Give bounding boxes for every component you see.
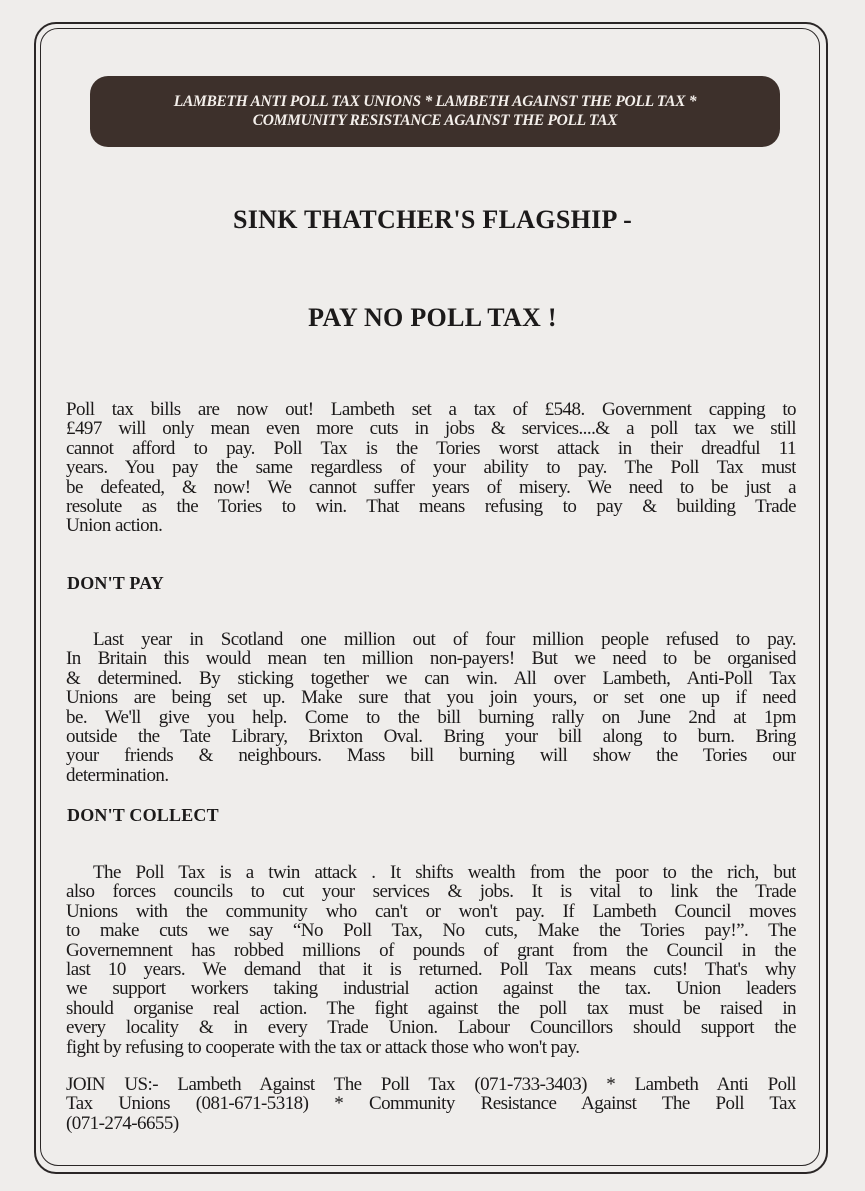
text-line: & determined. By sticking together we can win. All over Lambeth, Anti-Poll Tax <box>66 668 796 689</box>
text-line: £497 will only mean even more cuts in jobs & services....& a poll tax we still <box>66 419 796 439</box>
headline: SINK THATCHER'S FLAGSHIP - <box>232 205 633 234</box>
text-line: The Poll Tax is a twin attack . It shifts wealth from the poor to the rich, but <box>93 863 796 883</box>
intro-paragraph <box>66 400 796 536</box>
text-line: Unions with the community who can't or won't pay. If Lambeth Council moves <box>66 901 796 922</box>
text-line: outside the Tate Library, Brixton Oval. Bring your bill along to burn. Bring <box>66 727 796 747</box>
organisations-banner <box>90 76 780 147</box>
banner-line-2: COMMUNITY RESISTANCE AGAINST THE POLL TAX <box>252 112 618 129</box>
text-line: years. You pay the same regardless of your ability to pay. The Poll Tax must <box>66 458 796 478</box>
text-line: cannot afford to pay. Poll Tax is the Tories worst attack in their dreadful 11 <box>66 438 796 459</box>
text-line: every locality & in every Trade Union. Labour Councillors should support the <box>66 1018 796 1038</box>
text-line: Governemnent has robbed millions of pounds of grant from the Council in the <box>66 940 796 961</box>
dont-pay-paragraph <box>66 630 796 785</box>
text-line: also forces councils to cut your services & jobs. It is vital to link the Trade <box>66 882 796 902</box>
text-line: JOIN US:- Lambeth Against The Poll Tax (071-733-3403) * Lambeth Anti Poll <box>66 1075 796 1095</box>
text-line: to make cuts we say “No Poll Tax, No cuts, Make the Tories pay!”. The <box>66 921 796 941</box>
dont-collect-paragraph <box>66 863 796 1057</box>
text-line: be. We'll give you help. Come to the bill burning rally on June 2nd at 1pm <box>66 707 796 728</box>
text-line: Tax Unions (081-671-5318) * Community Resistance Against The Poll Tax <box>66 1094 796 1114</box>
text-line: fight by refusing to cooperate with the tax or attack those who won't pay. <box>66 1037 580 1058</box>
text-line: should organise real action. The fight against the poll tax must be raised in <box>66 998 796 1019</box>
text-line: In Britain this would mean ten million non-payers! But we need to be organised <box>66 649 796 669</box>
text-line: resolute as the Tories to win. That means refusing to pay & building Trade <box>66 497 796 517</box>
text-line: be defeated, & now! We cannot suffer years of misery. We need to be just a <box>66 477 796 498</box>
text-line: your friends & neighbours. Mass bill burning will show the Tories our <box>66 746 796 766</box>
text-line: we support workers taking industrial action against the tax. Union leaders <box>66 979 796 999</box>
subheadline: PAY NO POLL TAX ! <box>308 303 557 332</box>
heading-dont-collect: DON'T COLLECT <box>67 805 219 825</box>
heading-dont-pay: DON'T PAY <box>67 573 164 593</box>
text-line: (071-274-6655) <box>66 1113 179 1134</box>
text-line: last 10 years. We demand that it is returned. Poll Tax means cuts! That's why <box>66 960 796 980</box>
text-line: Unions are being set up. Make sure that you join yours, or set one up if need <box>66 688 796 708</box>
text-line: Union action. <box>66 516 163 536</box>
join-us-contacts <box>66 1075 796 1133</box>
text-line: Last year in Scotland one million out of four million people refused to pay. <box>93 630 796 650</box>
text-line: Poll tax bills are now out! Lambeth set a tax of £548. Government capping to <box>66 400 796 420</box>
text-line: determination. <box>66 765 169 786</box>
banner-line-1: LAMBETH ANTI POLL TAX UNIONS * LAMBETH AGAINST THE POLL TAX * <box>173 93 697 110</box>
